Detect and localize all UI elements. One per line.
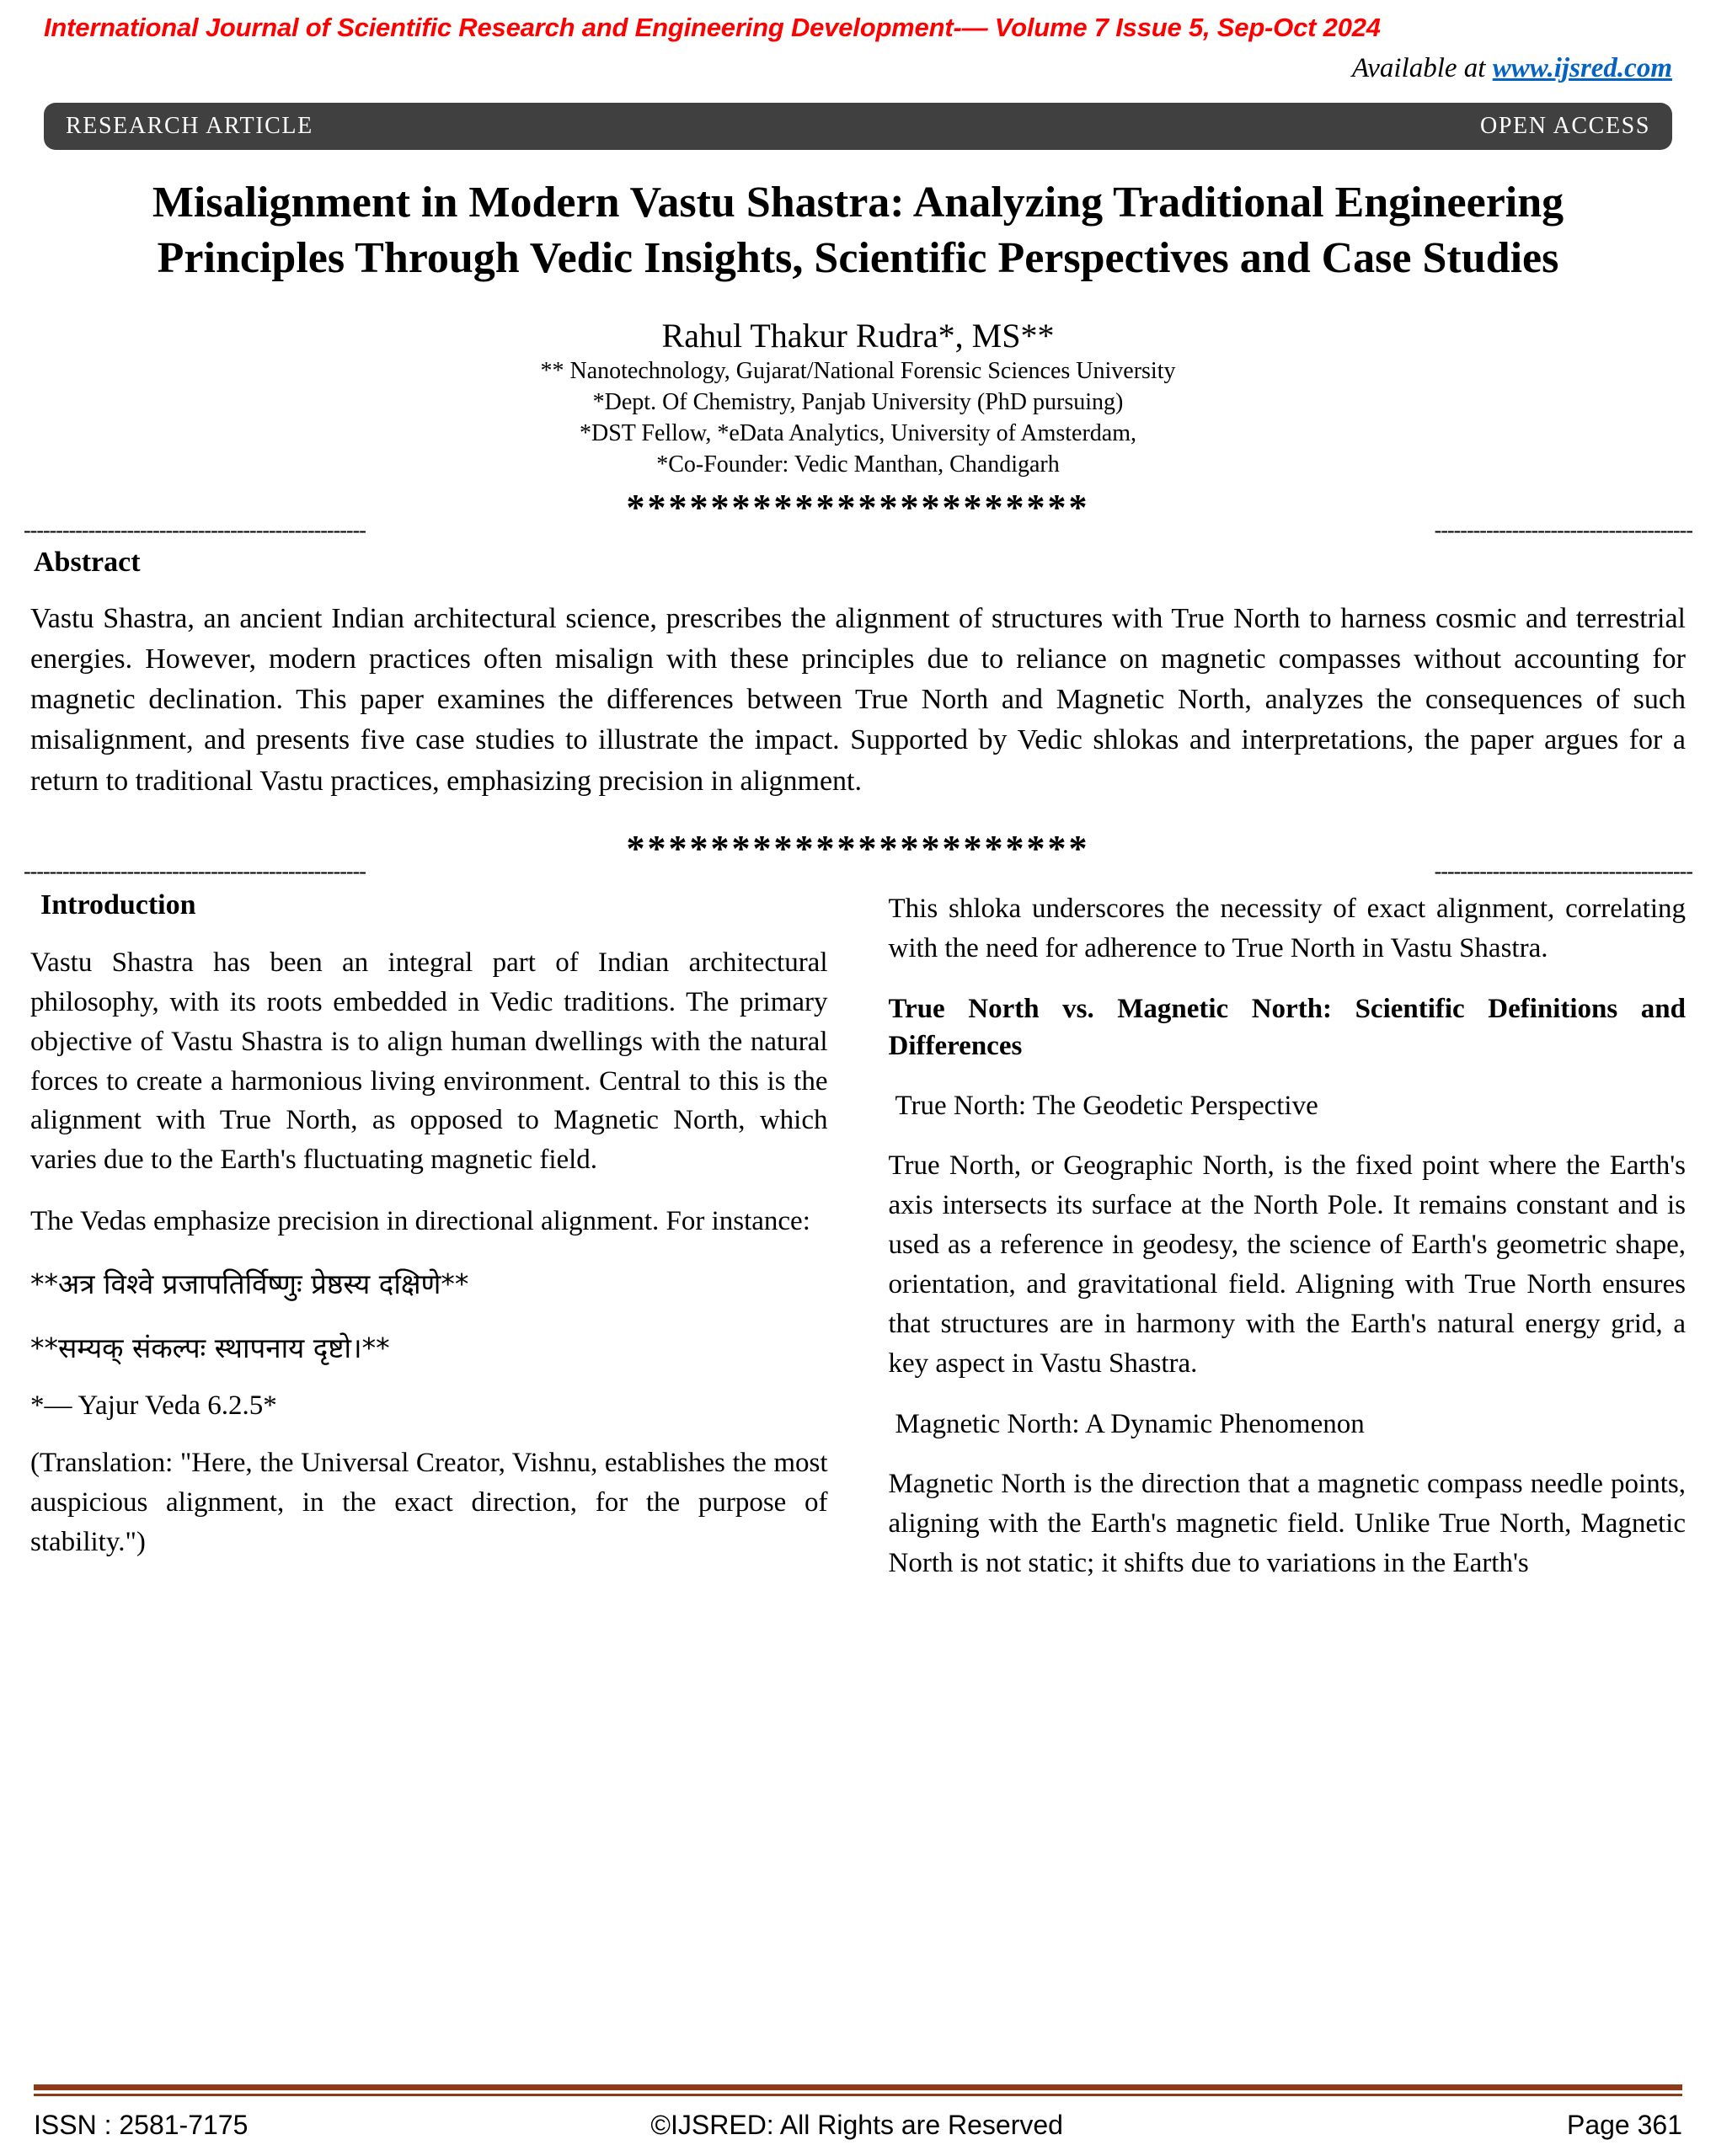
affiliation-line-4: *Co-Founder: Vedic Manthan, Chandigarh — [656, 451, 1060, 478]
research-article-label: RESEARCH ARTICLE — [66, 112, 313, 139]
available-prefix: Available at — [1351, 52, 1493, 83]
shloka-line-1: **अत्र विश्वे प्रजापतिर्विष्णुः प्रेष्ठस्य दक्षिणे** — [30, 1267, 469, 1300]
intro-paragraph-2: The Vedas emphasize precision in directional alignment. For instance: — [30, 1206, 810, 1237]
separator-stars: ********************** — [626, 486, 1090, 528]
body-columns — [30, 889, 1686, 1583]
separator-dashes-left: ----------------------------------------------------- — [24, 517, 366, 542]
paper-title: Misalignment in Modern Vastu Shastra: Analyzing Traditional Engineering Principles Through Vedic Insights, Scientific Perspectives and Case Studies — [152, 178, 1564, 283]
copyright-label: ©IJSRED: All Rights are Reserved — [650, 2110, 1063, 2140]
journal-website-link[interactable]: www.ijsred.com — [1492, 52, 1672, 83]
journal-title-line: International Journal of Scientific Research and Engineering Development-— Volume 7 Issue 5, Sep-Oct 2024 — [44, 13, 1381, 42]
affiliation-line-3: *DST Fellow, *eData Analytics, University of Amsterdam, — [579, 419, 1137, 446]
abstract-heading: Abstract — [34, 546, 141, 578]
author-name: Rahul Thakur Rudra*, MS** — [661, 316, 1055, 355]
page-footer — [0, 2084, 1716, 2156]
affiliation-line-1: ** Nanotechnology, Gujarat/National Forensic Sciences University — [540, 357, 1176, 384]
magnetic-north-subheading: Magnetic North: A Dynamic Phenomenon — [895, 1408, 1365, 1439]
magnetic-north-paragraph: Magnetic North is the direction that a magnetic compass needle points, aligning with the Earth's magnetic field. Unlike True North, Magnetic North is not static; it shifts due to variations in the Earth's — [888, 1469, 1686, 1578]
separator2-dashes-left: ----------------------------------------------------- — [24, 858, 366, 883]
abstract-body: Vastu Shastra, an ancient Indian architectural science, prescribes the alignment of structures with True North to harness cosmic and terrestrial energies. However, modern practices often misalign with these principles due to reliance on magnetic compasses without accounting for magnetic declination. This paper examines the differences between True North and Magnetic North, analyzes the consequences of such misalignment, and presents five case studies to illustrate the impact. Supported by Vedic shlokas and interpretations, the paper argues for a return to traditional Vastu practices, emphasizing precision in alignment. — [30, 602, 1686, 797]
separator-above-abstract — [24, 486, 1692, 542]
footer-row — [34, 2110, 1682, 2141]
separator-dashes-right: ---------------------------------------- — [1434, 517, 1692, 542]
footer-rule-thick — [34, 2084, 1682, 2090]
separator2-stars: ********************** — [626, 827, 1090, 869]
true-north-paragraph: True North, or Geographic North, is the fixed point where the Earth's axis intersects its surface at the North Pole. It remains constant and is used as a reference in geodesy, the science of Earth's geometric shape, orientation, and gravitational field. Aligning with True North ensures that structures are in harmony with the Earth's natural energy grid, a key aspect in Vastu Shastra. — [888, 1150, 1686, 1379]
true-vs-magnetic-north-heading: True North vs. Magnetic North: Scientific Definitions and Differences — [888, 993, 1686, 1062]
journal-header — [0, 0, 1716, 84]
page-number-label: Page 361 — [1566, 2110, 1682, 2140]
article-type-bar — [44, 103, 1672, 150]
available-at-line — [44, 53, 1672, 84]
true-north-subheading: True North: The Geodetic Perspective — [895, 1090, 1318, 1121]
veda-reference: *— Yajur Veda 6.2.5* — [30, 1390, 277, 1421]
right-paragraph-1: This shloka underscores the necessity of exact alignment, correlating with the need for adherence to True North in Vastu Shastra. — [888, 893, 1686, 963]
separator2-dashes-right: ---------------------------------------- — [1434, 858, 1692, 883]
shloka-line-2: **सम्यक् संकल्पः स्थापनाय दृष्टो।** — [30, 1331, 390, 1364]
left-column — [30, 889, 828, 1583]
introduction-heading: Introduction — [40, 889, 196, 921]
open-access-label: OPEN ACCESS — [1480, 112, 1650, 139]
right-column — [889, 889, 1687, 1583]
intro-paragraph-1: Vastu Shastra has been an integral part of Indian architectural philosophy, with its roots embedded in Vedic traditions. The primary objective of Vastu Shastra is to align human dwellings with the natural forces to create a harmonious living environment. Central to this is the alignment with True North, as opposed to Magnetic North, which varies due to the Earth's fluctuating magnetic field. — [30, 947, 828, 1176]
shloka-translation: (Translation: "Here, the Universal Creator, Vishnu, establishes the most auspicious alignment, in the exact direction, for the purpose of stability.") — [30, 1448, 828, 1557]
footer-rule-thin — [34, 2094, 1682, 2096]
separator-below-abstract — [24, 827, 1692, 883]
affiliation-line-2: *Dept. Of Chemistry, Panjab University (PhD pursuing) — [592, 388, 1124, 415]
issn-label: ISSN : 2581-7175 — [34, 2110, 249, 2140]
